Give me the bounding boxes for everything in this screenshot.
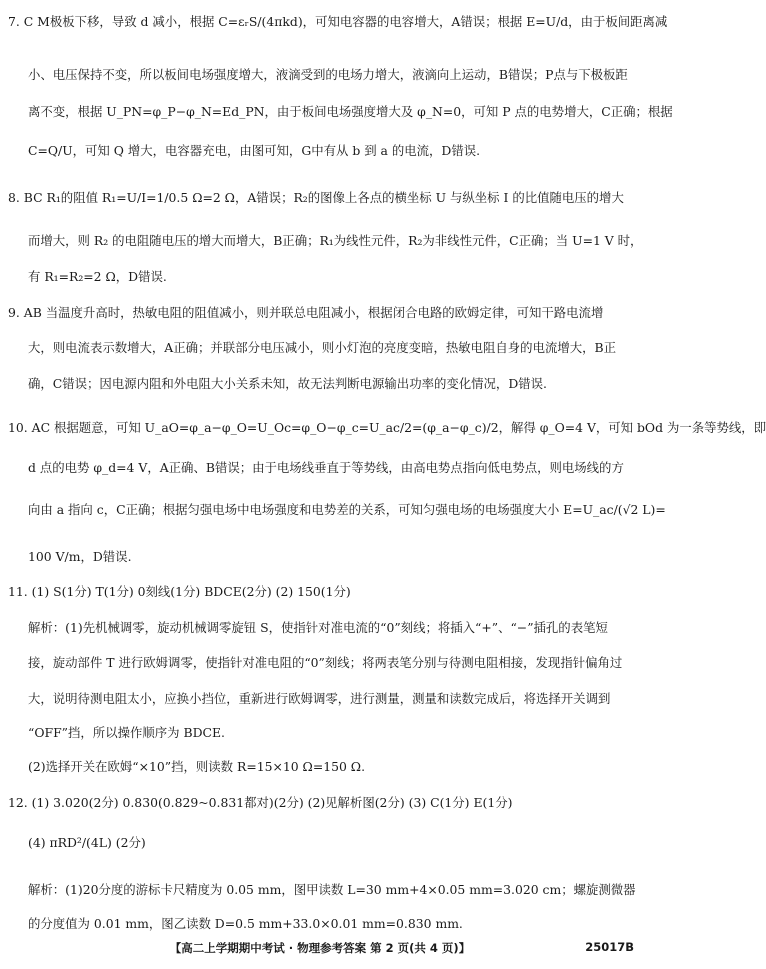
q11-analysis-line-5: (2)选择开关在欧姆“×10”挡，则读数 R=15×10 Ω=150 Ω. bbox=[28, 759, 366, 774]
q10-line-2: d 点的电势 φ_d=4 V，A正确、B错误；由于电场线垂直于等势线，由高电势点指向低电势点，则电场线的方 bbox=[28, 460, 624, 475]
q11-analysis-line-1: 解析：(1)先机械调零，旋动机械调零旋钮 S，使指针对准电流的“0”刻线；将插入“+”、“−”插孔的表笔短 bbox=[28, 620, 608, 635]
q10-line-4: 100 V/m，D错误. bbox=[28, 549, 132, 564]
q10-line-3: 向由 a 指向 c，C正确；根据匀强电场中电场强度和电势差的关系，可知匀强电场的电场强度大小 E=U_ac/(√2 L)= bbox=[28, 502, 666, 517]
q9-line-3: 确，C错误；因电源内阻和外电阻大小关系未知，故无法判断电源输出功率的变化情况，D错误. bbox=[28, 376, 547, 391]
q7-line-4: C=Q/U，可知 Q 增大，电容器充电，由图可知，G中有从 b 到 a 的电流，D错误. bbox=[28, 143, 481, 158]
q10-line-1: 10. AC 根据题意，可知 U_aO=φ_a−φ_O=U_Oc=φ_O−φ_c=U_ac/2=(φ_a−φ_c)/2，解得 φ_O=4 V，可知 bOd 为一条等势线，即 bbox=[8, 420, 766, 435]
q8-line-3: 有 R₁=R₂=2 Ω，D错误. bbox=[28, 269, 167, 284]
q9-line-2: 大，则电流表示数增大，A正确；并联部分电压减小，则小灯泡的亮度变暗，热敏电阻自身的电流增大，B正 bbox=[28, 340, 617, 355]
q7-line-2: 小、电压保持不变，所以板间电场强度增大，液滴受到的电场力增大，液滴向上运动，B错误；P点与下极板距 bbox=[28, 67, 628, 82]
q7-line-1: 7. C M极板下移，导致 d 减小，根据 C=εᵣS/(4πkd)，可知电容器的电容增大，A错误；根据 E=U/d，由于板间距离减 bbox=[8, 14, 668, 29]
q11-answer: 11. (1) S(1分) T(1分) 0刻线(1分) BDCE(2分) (2) 150(1分) bbox=[8, 584, 351, 599]
footer-code: 25017B bbox=[585, 940, 634, 954]
q12-formula: (4) πRD²/(4L) (2分) bbox=[28, 835, 146, 850]
q11-analysis-line-3: 大，说明待测电阻太小，应换小挡位，重新进行欧姆调零，进行测量，测量和读数完成后，将选择开关调到 bbox=[28, 691, 611, 706]
q12-analysis-line-1: 解析：(1)20分度的游标卡尺精度为 0.05 mm，图甲读数 L=30 mm+4×0.05 mm=3.020 cm；螺旋测微器 bbox=[28, 882, 636, 897]
q8-line-1: 8. BC R₁的阻值 R₁=U/I=1/0.5 Ω=2 Ω，A错误；R₂的图像上各点的横坐标 U 与纵坐标 I 的比值随电压的增大 bbox=[8, 190, 624, 205]
q11-analysis-line-4: “OFF”挡，所以操作顺序为 BDCE. bbox=[28, 725, 225, 740]
q11-analysis-line-2: 接，旋动部件 T 进行欧姆调零，使指针对准电阻的“0”刻线；将两表笔分别与待测电阻相接，发现指针偏角过 bbox=[28, 655, 623, 670]
q12-analysis-line-2: 的分度值为 0.01 mm，图乙读数 D=0.5 mm+33.0×0.01 mm=0.830 mm. bbox=[28, 916, 463, 931]
q12-answer: 12. (1) 3.020(2分) 0.830(0.829~0.831都对)(2分) (2)见解析图(2分) (3) C(1分) E(1分) bbox=[8, 795, 513, 810]
q8-line-2: 而增大，则 R₂ 的电阻随电压的增大而增大，B正确；R₁为线性元件，R₂为非线性元件，C正确；当 U=1 V 时， bbox=[28, 233, 643, 248]
page-footer bbox=[0, 940, 648, 960]
q7-line-3: 离不变，根据 U_PN=φ_P−φ_N=Ed_PN，由于板间电场强度增大及 φ_N=0，可知 P 点的电势增大，C正确；根据 bbox=[28, 104, 673, 119]
q9-line-1: 9. AB 当温度升高时，热敏电阻的阻值减小，则并联总电阻减小，根据闭合电路的欧姆定律，可知干路电流增 bbox=[8, 305, 604, 320]
footer-title: 【高二上学期期中考试 · 物理参考答案 第 2 页(共 4 页)】 bbox=[169, 941, 471, 955]
